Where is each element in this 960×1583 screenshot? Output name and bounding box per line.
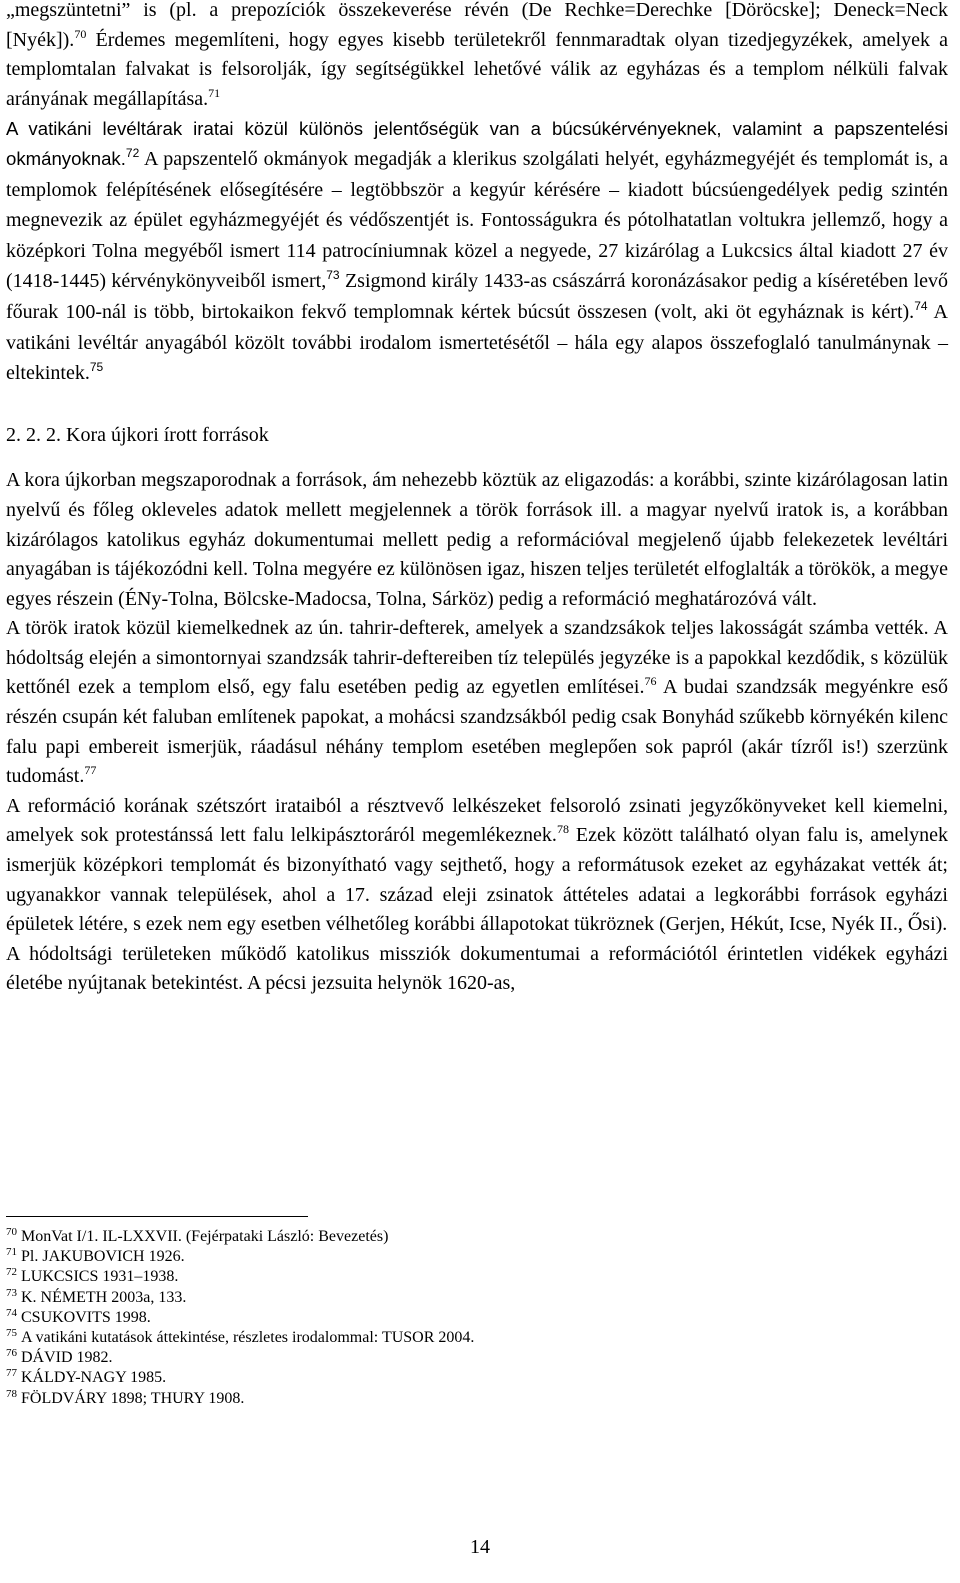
footnote-text: MonVat I/1. IL-LXXVII. (Fejérpataki László: Bevezetés) [21,1228,389,1245]
page-number: 14 [470,1536,490,1558]
footnote-number: 72 [6,1266,17,1279]
paragraph-5 [6,614,948,792]
footnote-text: A vatikáni kutatások áttekintése, részletes irodalommal: TUSOR 2004. [21,1329,475,1347]
paragraph-3-text-b: Zsigmond király 1433-as császárrá koronázásakor pedig a kíséretében levő főurak 100-nál is több, birtokaikon fekvő templomnak kértek búcsút összesen (volt, aki öt egyháznak is kért). [6,270,949,323]
footnote-74 [6,1308,906,1328]
footnote-ref-74[interactable]: 74 [914,298,928,313]
footnote-77 [6,1368,906,1388]
footnote-text: CSUKOVITS 1998. [21,1308,151,1326]
footnote-76 [6,1348,906,1368]
footnote-ref-75[interactable]: 75 [89,360,104,375]
footnote-number: 75 [6,1327,17,1340]
footnote-ref-77[interactable]: 77 [84,763,97,778]
footnote-72 [6,1267,906,1287]
footnote-number: 73 [6,1286,17,1299]
paragraph-6 [6,792,948,940]
footnote-ref-71[interactable]: 71 [208,85,221,100]
footnote-73 [6,1288,906,1308]
paragraph-5-text-b: A budai szandzsák megyénkre eső részén csupán két faluban említenek papokat, a mohácsi szandzsákból pedig csak Bonyhád szűkebb környékén kilenc falu papi embereit ismerjük, ráadásul néhány templom esetében meglepően sok papról (akár tízről is!) szerzünk tudomást. [6,676,948,788]
footnote-text: DÁVID 1982. [21,1349,113,1367]
paragraph-3-text-a: A papszentelő okmányok megadják a klerikus szolgálati helyét, egyházmegyéjét és templomát is, a templomok felépítésének elősegítésére – legtöbbször a kegyúr kérésére – kiadott búcsúengedélyek pedig szintén megnevezik az épület egyházmegyéjét és védőszentjét is. Fontosságukra és pótolhatatlan voltukra jellemző, hogy a középkori Tolna megyéből ismert 114 patrocíniumnak közel a negyede, 27 kizárólag a Lukcsics által kiadott 27 év (1418-1445) kérvénykönyveiből ismert, [6,147,948,293]
footnote-75 [6,1328,906,1348]
paragraph-2 [6,114,948,388]
footnote-number: 78 [6,1387,17,1400]
footnote-text: LUKCSICS 1931–1938. [21,1268,179,1286]
paragraph-5-text-a: A török iratok közül kiemelkednek az ún. tahrir-defterek, amelyek a szandzsákok teljes lakosságát számba vették. A hódoltság elején a simontornyai szandzsák tahrir-deftereiben tíz település jegyzéke is a papokkal kezdődik, s közülük kettőnél ezek a templom első, egy falu esetében pedig az egyetlen említései. [6,617,948,699]
footnote-ref-73[interactable]: 73 [326,268,340,283]
paragraph-7: A hódoltsági területeken működő katolikus missziók dokumentumai a reformációtól érintetlen vidékek egyházi életébe nyújtanak betekintést. A pécsi jezsuita helynök 1620-as, [6,942,948,995]
footnote-text: FÖLDVÁRY 1898; THURY 1908. [21,1389,245,1407]
paragraph-4: A kora újkorban megszaporodnak a források, ám nehezebb köztük az eligazodás: a korábbi, szinte kizárólagosan latin nyelvű és főleg okleveles adatok mellett megjelennek a török források ill. a magyar nyelvű iratok is, a korábban kizárólagos katolikus egyház dokumentumai mellett pedig a reformációval megjelenő újabb felekezetek levéltári anyagában is tájékozódni kell. Tolna megyére ez különösen igaz, hiszen teljes területét elfoglalták a törökök, a megye egyes részein (ÉNy-Tolna, Bölcske-Madocsa, Tolna, Sárköz) pedig a reformáció meghatározóvá vált. [6,469,948,610]
paragraph-2-text: A vatikáni levéltárak iratai közül különös jelentőségük van a búcsúkérvényeknek, valamint a papszentelési okmányoknak. [6,118,948,169]
footnote-number: 71 [6,1246,17,1259]
footnote-number: 77 [6,1367,17,1380]
paragraph-1-text-b: Érdemes megemlíteni, hogy egyes kisebb területekről fennmaradtak olyan tizedjegyzékek, amelyek a templomtalan falvakat is felsorolják, így segítségükkel lehetővé válik az egyházas és a templom nélküli falvak arányának megállapítása. [6,28,948,110]
paragraph-6-text-a: A reformáció korának szétszórt irataiból a résztvevő lelkészeket felsoroló zsinati jegyzőkönyveket kell kiemelni, amelyek sok protestánssá lett falu lelkipásztoráról megemlékeznek. [6,794,948,847]
footnote-71 [6,1247,906,1267]
footnote-78 [6,1389,906,1409]
footnote-text: Pl. JAKUBOVICH 1926. [21,1248,185,1266]
footnote-ref-72[interactable]: 72 [125,145,140,160]
paragraph-3-text-c: A vatikáni levéltár anyagából közölt további irodalom ismertetésétől – hála egy alapos összefoglaló tanulmánynak – eltekintek. [6,300,949,385]
footnote-separator [6,1216,308,1217]
document-page [6,0,948,999]
footnote-70 [6,1227,906,1247]
paragraph-1-text-b-sans [6,26,948,110]
footnote-number: 76 [6,1347,17,1360]
paragraph-1 [6,0,948,114]
section-heading: 2. 2. 2. Kora újkori írott források [6,423,269,446]
footnote-text: KÁLDY-NAGY 1985. [21,1369,167,1387]
paragraph-6-text-b: Ezek között található olyan falu is, amelynek ismerjük középkori templomát és bizonyítható vagy sejthető, hogy a reformátusok ezeket az egyházakat vették át; ugyanakkor vannak települések, ahol a 17. század eleji zsinatok áttételes adatai a legkorábbi források egyházi épületek létére, s ezek nem egy esetben vélhetőleg korábbi állapotokat tükröznek (Gerjen, Hékút, Icse, Nyék II., Ősi). [6,824,948,936]
footnote-ref-78[interactable]: 78 [556,822,569,837]
footnote-number: 70 [6,1226,17,1238]
footnote-number: 74 [6,1306,17,1319]
footnote-ref-70[interactable]: 70 [74,26,87,41]
footnote-ref-76[interactable]: 76 [644,674,657,689]
footnotes-section [6,1216,906,1409]
paragraph-1-text-a: „megszüntetni” is (pl. a prepozíciók összekeverése révén (De Rechke=Derechke [Döröcske]; Deneck=Neck [Nyék]). [6,0,948,51]
footnote-text: K. NÉMETH 2003a, 133. [21,1288,187,1306]
